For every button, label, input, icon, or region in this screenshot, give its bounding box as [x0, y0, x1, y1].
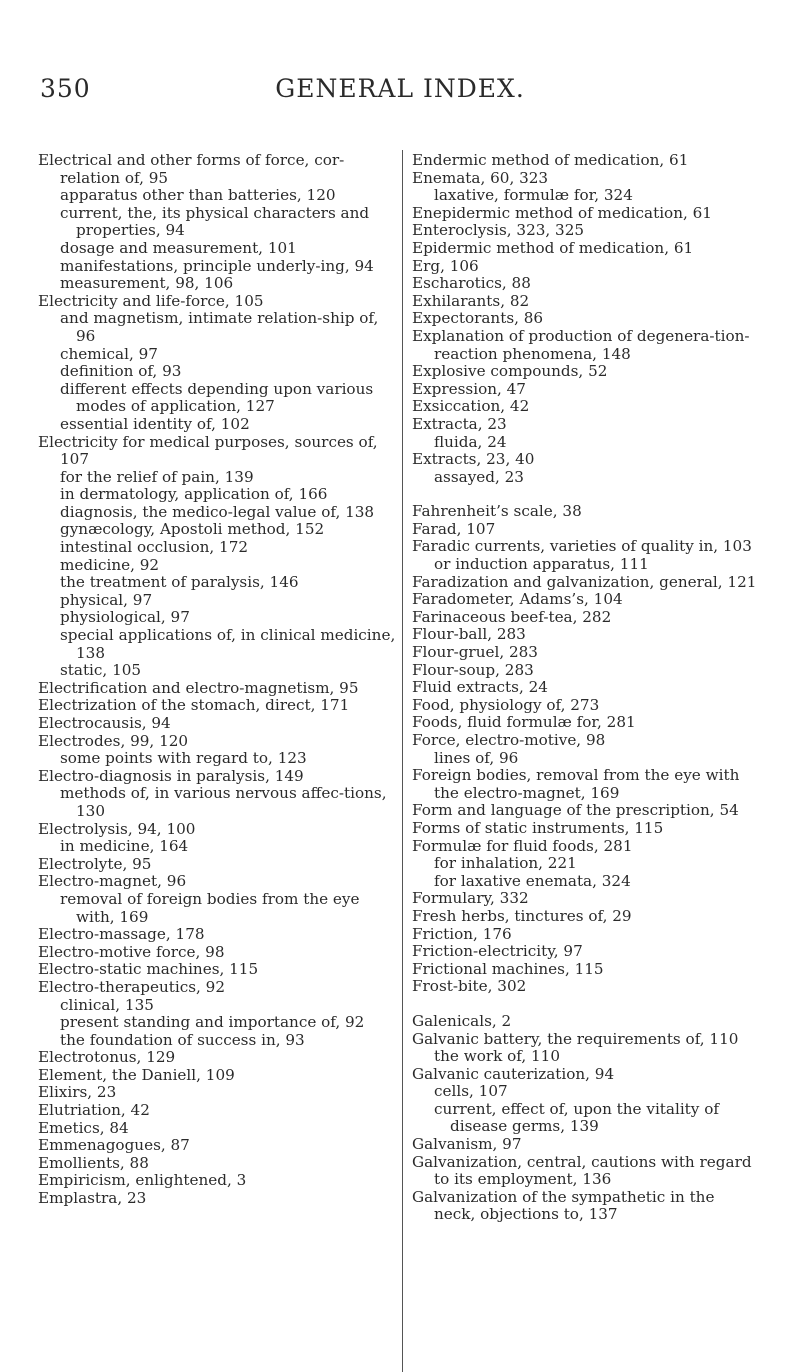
index-subentry: static, 105	[60, 661, 142, 680]
index-entry: Explanation of production of degenera-tion-reaction phenomena, 148	[412, 326, 750, 363]
index-subentry: or induction apparatus, 111	[434, 555, 649, 574]
index-subentry: and magnetism, intimate relation-ship of, 96	[60, 309, 379, 345]
index-entry: Electrotonus, 129	[38, 1048, 176, 1067]
index-entry: Explosive compounds, 52	[412, 362, 608, 381]
running-title: GENERAL INDEX.	[275, 74, 525, 103]
index-subentry: clinical, 135	[60, 995, 154, 1014]
index-entry: Friction-electricity, 97	[412, 942, 583, 961]
index-entry: Foods, fluid formulæ for, 281	[412, 713, 636, 732]
index-entry: Electro-therapeutics, 92	[38, 977, 225, 996]
page-number: 350	[40, 74, 91, 103]
index-subentry: removal of foreign bodies from the eye with, 169	[60, 889, 360, 926]
index-subentry: intestinal occlusion, 172	[60, 538, 249, 557]
index-subentry: different effects depending upon various modes of application, 127	[60, 379, 374, 416]
index-entry: Formulæ for fluid foods, 281	[412, 836, 633, 855]
index-subentry: for laxative enemata, 324	[434, 871, 631, 890]
index-subentry: laxative, formulæ for, 324	[434, 186, 633, 205]
index-entry: Force, electro-motive, 98	[412, 731, 606, 749]
index-entry: Fresh herbs, tinctures of, 29	[412, 906, 632, 925]
index-entry: Faradization and galvanization, general, 121	[412, 572, 757, 591]
index-subentry: for inhalation, 221	[434, 854, 577, 873]
index-entry: Erg, 106	[412, 256, 479, 275]
index-entry: Emetics, 84	[38, 1118, 129, 1137]
index-entry: Electricity and life-force, 105	[38, 291, 264, 310]
index-subentry: in medicine, 164	[60, 837, 189, 856]
index-entry: Elutriation, 42	[38, 1101, 150, 1120]
index-subentry: in dermatology, application of, 166	[60, 485, 328, 504]
index-subentry: manifestations, principle underly-ing, 94	[60, 256, 374, 275]
index-entry: Expectorants, 86	[412, 309, 544, 328]
index-entry: Farinaceous beef-tea, 282	[412, 607, 612, 626]
index-entry: Galvanization, central, cautions with regard to its employment, 136	[412, 1152, 752, 1189]
index-entry: Galvanic battery, the requirements of, 110	[412, 1029, 739, 1048]
index-subentry: definition of, 93	[60, 362, 182, 381]
index-entry: Frost-bite, 302	[412, 977, 527, 996]
index-entry: Escharotics, 88	[412, 274, 531, 293]
index-entry: Electricity for medical purposes, sources of, 107	[38, 432, 378, 469]
index-entry: Fahrenheit’s scale, 38	[412, 502, 582, 521]
index-entry: Electrization of the stomach, direct, 171	[38, 696, 350, 715]
page-header	[0, 74, 800, 114]
index-entry: Electrolyte, 95	[38, 854, 152, 873]
index-entry: Formulary, 332	[412, 889, 529, 908]
index-entry: Galvanic cauterization, 94	[412, 1064, 615, 1083]
index-entry: Forms of static instruments, 115	[412, 818, 664, 837]
index-subentry: measurement, 98, 106	[60, 274, 234, 293]
index-subentry: current, the, its physical characters and properties, 94	[60, 203, 370, 240]
index-entry: Electrocausis, 94	[38, 714, 171, 732]
index-subentry: special applications of, in clinical medicine, 138	[60, 626, 396, 662]
index-subentry: current, effect of, upon the vitality of disease germs, 139	[434, 1099, 719, 1136]
index-column-right	[412, 152, 760, 1224]
index-entry: Emollients, 88	[38, 1153, 149, 1172]
index-entry: Enepidermic method of medication, 61	[412, 203, 712, 222]
index-subentry: dosage and measurement, 101	[60, 238, 297, 257]
index-entry: Farad, 107	[412, 519, 496, 538]
index-entry: Electro-magnet, 96	[38, 872, 187, 891]
index-entry: Extracta, 23	[412, 414, 507, 433]
index-entry: Enemata, 60, 323	[412, 168, 549, 187]
index-entry: Electrolysis, 94, 100	[38, 819, 196, 838]
index-subentry: assayed, 23	[434, 467, 524, 486]
index-entry: Electro-motive force, 98	[38, 942, 225, 961]
index-subentry: physiological, 97	[60, 608, 190, 627]
index-entry: Flour-soup, 283	[412, 660, 534, 679]
index-entry: Enteroclysis, 323, 325	[412, 221, 585, 240]
index-entry: Electro-static machines, 115	[38, 960, 259, 979]
index-subentry: apparatus other than batteries, 120	[60, 186, 336, 205]
index-entry: Electrification and electro-magnetism, 95	[38, 678, 359, 697]
index-entry: Exhilarants, 82	[412, 291, 530, 310]
index-subentry: some points with regard to, 123	[60, 749, 307, 768]
index-entry: Electrical and other forms of force, cor-relation of, 95	[38, 151, 345, 187]
index-entry: Expression, 47	[412, 379, 526, 398]
index-entry: Flour-gruel, 283	[412, 643, 538, 662]
index-entry: Element, the Daniell, 109	[38, 1065, 235, 1084]
index-subentry: essential identity of, 102	[60, 414, 250, 433]
index-entry: Electro-diagnosis in paralysis, 149	[38, 766, 304, 785]
index-column-left	[38, 152, 400, 1208]
column-divider	[402, 150, 403, 1372]
index-entry: Fluid extracts, 24	[412, 678, 548, 697]
index-entry: Galenicals, 2	[412, 1011, 512, 1030]
index-entry: Emplastra, 23	[38, 1189, 147, 1208]
index-subentry: fluida, 24	[434, 432, 507, 451]
index-subentry: present standing and importance of, 92	[60, 1013, 365, 1032]
index-subentry: cells, 107	[434, 1082, 508, 1101]
index-subentry: physical, 97	[60, 590, 153, 609]
index-subentry: methods of, in various nervous affec-tions, 130	[60, 784, 387, 820]
index-entry: Emmenagogues, 87	[38, 1136, 190, 1155]
index-entry: Form and language of the prescription, 54	[412, 801, 739, 820]
index-entry: Exsiccation, 42	[412, 397, 530, 416]
index-entry: Faradic currents, varieties of quality in, 103	[412, 537, 752, 556]
index-subentry: the foundation of success in, 93	[60, 1030, 305, 1049]
index-entry: Electrodes, 99, 120	[38, 731, 189, 750]
index-entry: Food, physiology of, 273	[412, 695, 600, 714]
index-entry: Frictional machines, 115	[412, 959, 604, 978]
index-entry: Extracts, 23, 40	[412, 450, 535, 469]
index-subentry: diagnosis, the medico-legal value of, 138	[60, 502, 375, 521]
index-subentry: lines of, 96	[434, 748, 519, 767]
index-entry: Friction, 176	[412, 924, 512, 943]
index-subentry: medicine, 92	[60, 555, 160, 574]
index-entry: Foreign bodies, removal from the eye with the electro-magnet, 169	[412, 766, 740, 802]
index-subentry: the treatment of paralysis, 146	[60, 573, 299, 592]
index-entry: Epidermic method of medication, 61	[412, 238, 694, 257]
index-entry: Galvanism, 97	[412, 1135, 522, 1154]
index-entry: Empiricism, enlightened, 3	[38, 1171, 247, 1190]
index-entry: Electro-massage, 178	[38, 925, 205, 944]
index-entry: Faradometer, Adams’s, 104	[412, 590, 623, 609]
index-subentry: the work of, 110	[434, 1047, 561, 1066]
index-subentry: gynæcology, Apostoli method, 152	[60, 520, 325, 539]
index-subentry: chemical, 97	[60, 344, 158, 363]
index-entry: Galvanization of the sympathetic in the neck, objections to, 137	[412, 1187, 715, 1224]
index-subentry: for the relief of pain, 139	[60, 467, 254, 486]
index-entry: Elixirs, 23	[38, 1083, 117, 1102]
index-entry: Endermic method of medication, 61	[412, 151, 689, 169]
index-entry: Flour-ball, 283	[412, 625, 526, 644]
